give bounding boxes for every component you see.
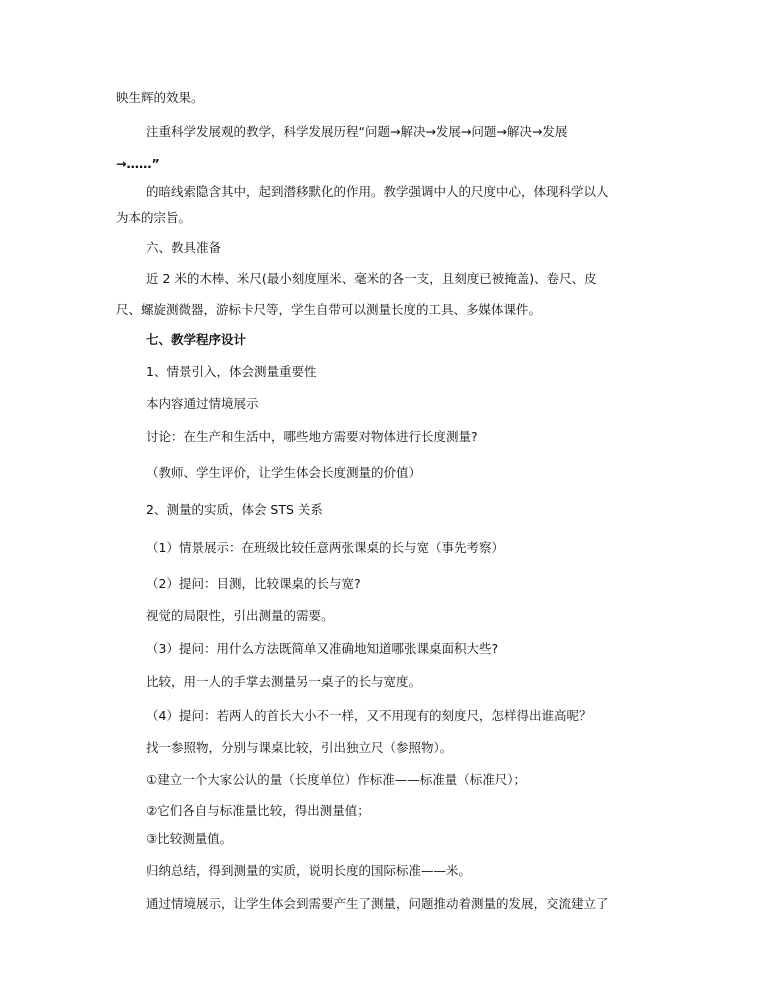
subsection-heading: 1、情景引入，体会测量重要性 <box>146 364 317 379</box>
text-line: 近 2 米的木棒、米尺(最小刻度厘米、毫米的各一支，且刻度已被掩盖)、卷尺、皮 <box>146 271 597 286</box>
text-line: （4）提问：若两人的首长大小不一样，又不用现有的刻度尺，怎样得出谁高呢？ <box>146 708 592 723</box>
text-line: （1）情景展示：在班级比较任意两张课桌的长与宽（事先考察） <box>146 540 504 555</box>
section-heading: 六、教具准备 <box>146 240 222 255</box>
text-line: 映生辉的效果。 <box>116 90 204 105</box>
text-line: 注重科学发展观的教学，科学发展历程“问题→解决→发展→问题→解决→发展 <box>146 124 568 139</box>
section-heading: 七、教学程序设计 <box>146 332 247 347</box>
text-line: 比较，用一人的手掌去测量另一桌子的长与宽度。 <box>146 674 422 689</box>
text-line: 通过情境展示，让学生体会到需要产生了测量，问题推动着测量的发展，交流建立了 <box>146 896 609 911</box>
subsection-heading: 2、测量的实质，体会 STS 关系 <box>146 502 323 517</box>
text-line: （3）提问：用什么方法既简单又准确地知道哪张课桌面积大些? <box>146 641 499 656</box>
text-line: 找一参照物，分别与课桌比较，引出独立尺（参照物）。 <box>146 740 453 755</box>
text-line: 本内容通过情境展示 <box>146 396 259 411</box>
text-line: 为本的宗旨。 <box>116 210 192 225</box>
list-item: ②它们各自与标准量比较，得出测量值； <box>146 803 370 818</box>
list-item: ①建立一个大家公认的量（长度单位）作标准——标准量（标准尺）； <box>146 772 526 787</box>
text-line: 的暗线索隐含其中，起到潜移默化的作用。教学强调中人的尺度中心，体现科学以人 <box>146 184 609 199</box>
text-line: 视觉的局限性，引出测量的需要。 <box>146 608 334 623</box>
text-line: （教师、学生评价，让学生体会长度测量的价值） <box>146 465 422 480</box>
list-item: ③比较测量值。 <box>146 831 233 846</box>
text-line: （2）提问：目测，比较课桌的长与宽? <box>146 576 361 591</box>
text-line: 尺、螺旋测微器，游标卡尺等，学生自带可以测量长度的工具、多媒体课件。 <box>116 302 542 317</box>
text-line: →……” <box>116 156 160 171</box>
text-line: 讨论：在生产和生活中，哪些地方需要对物体进行长度测量? <box>146 429 478 444</box>
text-line: 归纳总结，得到测量的实质，说明长度的国际标准——米。 <box>146 863 472 878</box>
